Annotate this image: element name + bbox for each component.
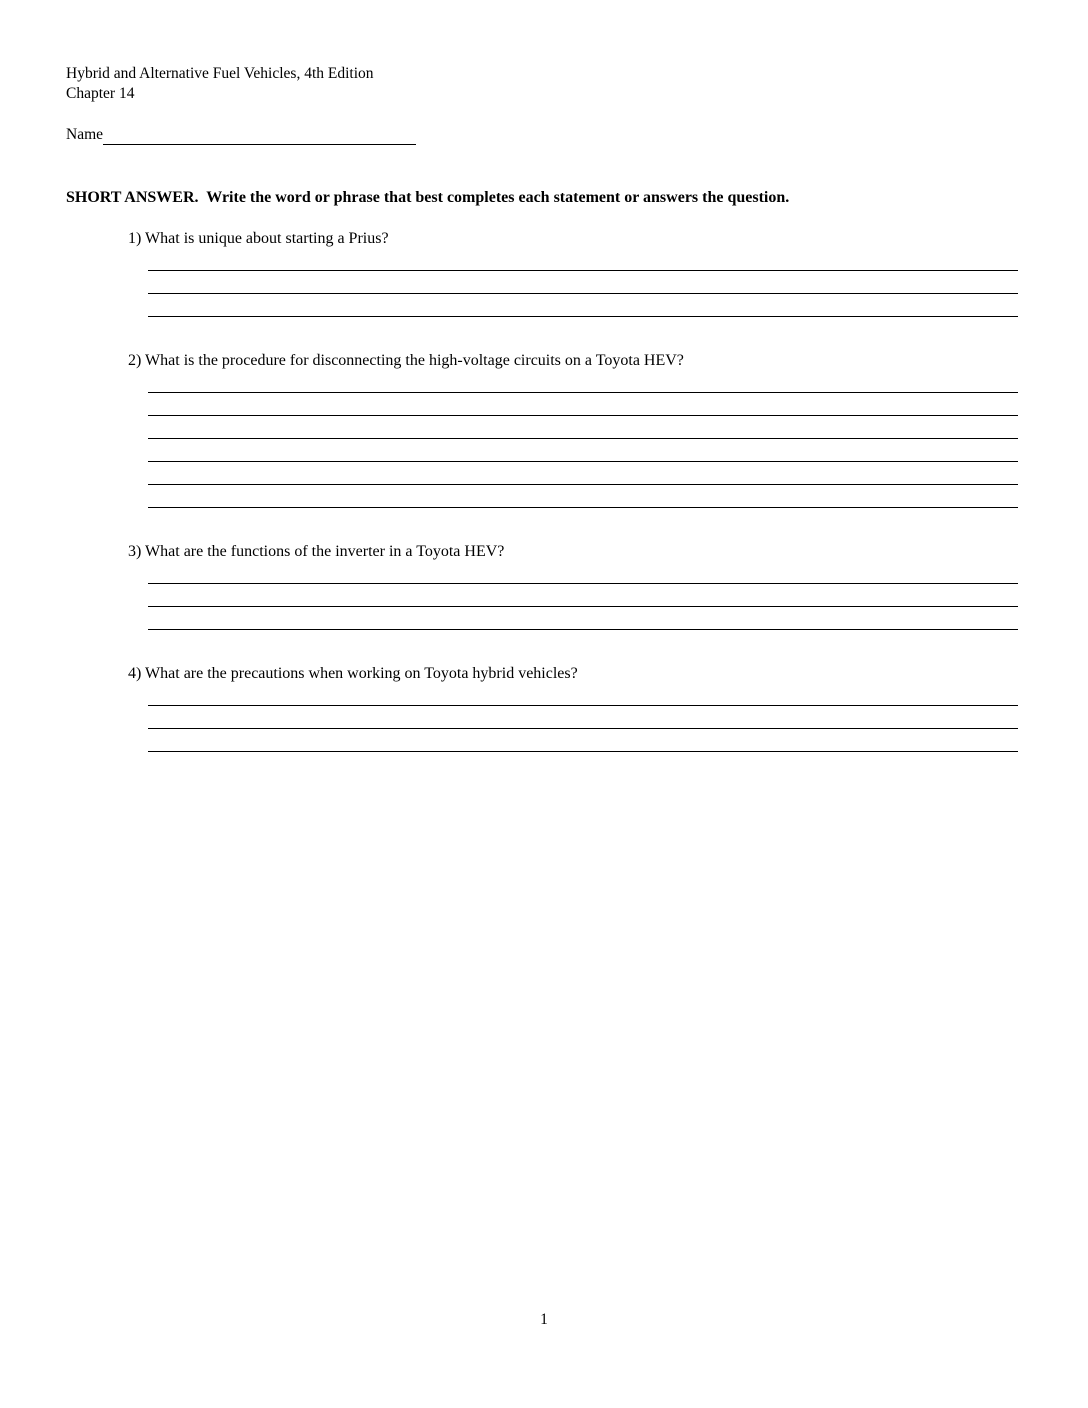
question-prompt — [66, 542, 1022, 561]
answer-line[interactable] — [148, 370, 1018, 393]
answer-line[interactable] — [148, 416, 1018, 439]
question-prompt — [66, 229, 1022, 248]
answer-line[interactable] — [148, 729, 1018, 752]
answer-line[interactable] — [148, 393, 1018, 416]
answer-lines — [148, 683, 1018, 752]
answer-line[interactable] — [148, 607, 1018, 630]
name-label: Name — [66, 126, 104, 143]
answer-lines — [148, 561, 1018, 630]
answer-lines — [148, 248, 1018, 317]
answer-line[interactable] — [148, 462, 1018, 485]
answer-lines — [148, 370, 1018, 508]
document-title: Hybrid and Alternative Fuel Vehicles, 4th Edition — [66, 65, 374, 82]
question-text: What is unique about starting a Prius? — [145, 230, 389, 247]
answer-line[interactable] — [148, 271, 1018, 294]
answer-line[interactable] — [148, 439, 1018, 462]
question-number: 4) — [128, 665, 142, 682]
question-block — [66, 351, 1022, 508]
question-number: 3) — [128, 543, 142, 560]
chapter-label: Chapter 14 — [66, 85, 135, 102]
answer-line[interactable] — [148, 683, 1018, 706]
section-instructions: SHORT ANSWER. Write the word or phrase that best completes each statement or answers the question. — [66, 189, 790, 206]
question-text: What are the precautions when working on Toyota hybrid vehicles? — [145, 665, 578, 682]
answer-line[interactable] — [148, 584, 1018, 607]
questions — [66, 229, 1022, 752]
question-block — [66, 542, 1022, 630]
answer-line[interactable] — [148, 561, 1018, 584]
question-prompt — [66, 351, 1022, 370]
question-prompt — [66, 664, 1022, 683]
answer-line[interactable] — [148, 248, 1018, 271]
name-field — [66, 125, 1022, 145]
question-text: What are the functions of the inverter in a Toyota HEV? — [145, 543, 505, 560]
document-header — [66, 64, 1022, 104]
page-number: 1 — [540, 1311, 548, 1328]
question-text: What is the procedure for disconnecting the high-voltage circuits on a Toyota HEV? — [145, 352, 684, 369]
answer-line[interactable] — [148, 706, 1018, 729]
answer-line[interactable] — [148, 294, 1018, 317]
page-footer — [0, 1310, 1088, 1330]
question-number: 2) — [128, 352, 142, 369]
question-number: 1) — [128, 230, 142, 247]
question-block — [66, 664, 1022, 752]
answer-line[interactable] — [148, 485, 1018, 508]
question-block — [66, 229, 1022, 317]
name-blank-line[interactable] — [103, 127, 416, 145]
